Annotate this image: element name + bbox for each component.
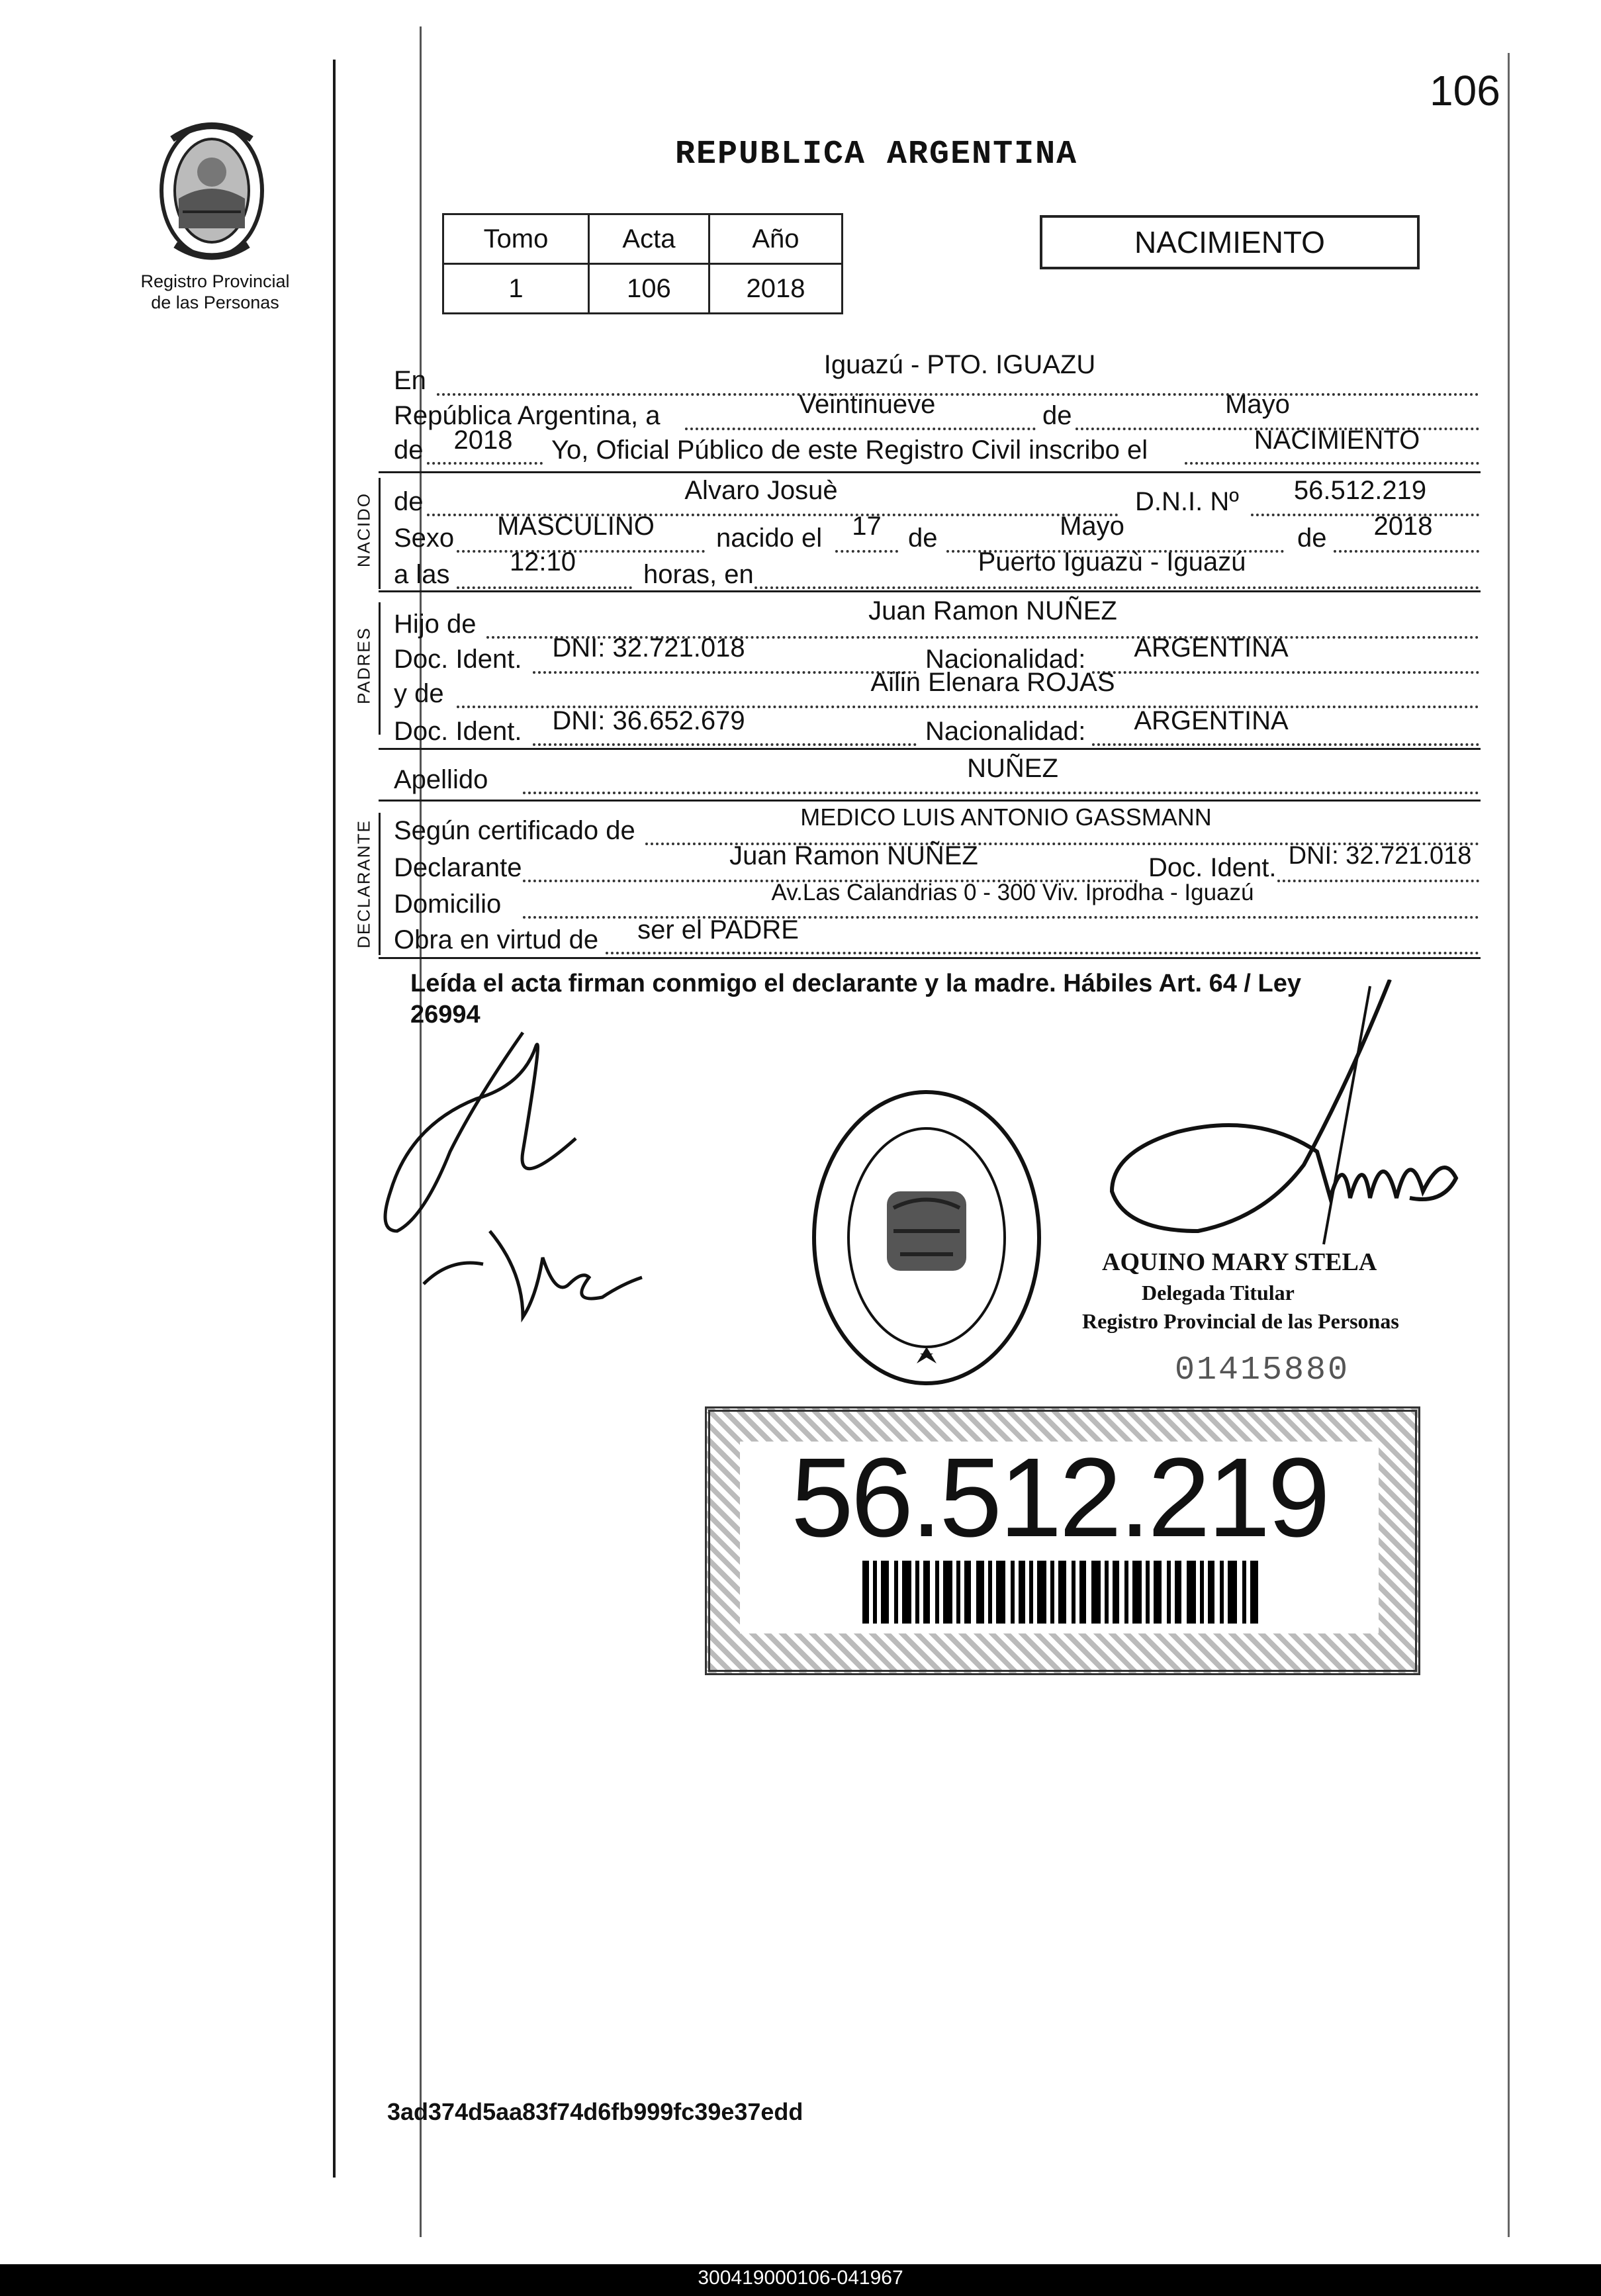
declarant-signature xyxy=(371,1019,675,1350)
apellido-value: NUÑEZ xyxy=(967,754,1058,783)
registry-value-tomo: 1 xyxy=(443,264,589,314)
nacido-dni: 56.512.219 xyxy=(1293,476,1427,505)
nacido-birth-day: 17 xyxy=(852,512,882,541)
nacido-de-label: de xyxy=(394,487,424,516)
padres-mother-nat: ARGENTINA xyxy=(1134,706,1289,735)
horas-label: horas, en xyxy=(643,560,754,589)
intro-inscribe-text: Yo, Oficial Público de este Registro Civil inscribo el xyxy=(551,436,1148,465)
declarante-name: Juan Ramon NUÑEZ xyxy=(729,841,978,870)
emblem-caption-line2: de las Personas xyxy=(151,293,279,312)
declarante-domicilio: Av.Las Calandrias 0 - 300 Viv. Iprodha - Iguazú xyxy=(771,880,1254,905)
right-margin-line xyxy=(1508,53,1510,2237)
nacido-time: 12:10 xyxy=(509,547,576,576)
officer-signature xyxy=(1085,980,1469,1291)
declarante-obra: ser el PADRE xyxy=(637,915,799,944)
officer-name: AQUINO MARY STELA xyxy=(1102,1248,1377,1276)
intro-act-word: NACIMIENTO xyxy=(1254,426,1420,455)
registry-value-ano: 2018 xyxy=(709,264,842,314)
page-number: 106 xyxy=(1430,67,1500,115)
closing-line-1: Leída el acta firman conmigo el declarante y la madre. Hábiles Art. 64 / Ley xyxy=(410,970,1301,997)
registry-table xyxy=(442,213,843,314)
barcode-number: 56.512.219 xyxy=(791,1435,1328,1561)
intro-month: Mayo xyxy=(1225,390,1290,419)
mother-nac-label: Nacionalidad: xyxy=(925,717,1086,746)
declarante-label: Declarante xyxy=(394,853,522,882)
father-nac-label: Nacionalidad: xyxy=(925,645,1086,674)
registry-table-header-row xyxy=(443,214,843,264)
en-label: En xyxy=(394,366,426,395)
intro-de2-label: de xyxy=(394,436,424,465)
padres-mother-doc: DNI: 36.652.679 xyxy=(552,706,745,735)
y-de-label: y de xyxy=(394,679,444,708)
declarante-certificado: MEDICO LUIS ANTONIO GASSMANN xyxy=(800,804,1212,831)
padres-mother-name: Ailin Elenara ROJAS xyxy=(870,668,1115,697)
apellido-label: Apellido xyxy=(394,765,488,794)
intro-year: 2018 xyxy=(453,426,513,455)
intro-place: Iguazú - PTO. IGUAZU xyxy=(823,350,1096,379)
footer-bar xyxy=(0,2264,1601,2296)
intro-de-label: de xyxy=(1042,401,1072,430)
obra-label: Obra en virtud de xyxy=(394,925,599,954)
left-margin-line xyxy=(333,60,336,2178)
officer-serial: 01415880 xyxy=(1175,1352,1350,1389)
officer-office: Registro Provincial de las Personas xyxy=(1082,1309,1399,1333)
segun-label: Según certificado de xyxy=(394,816,635,845)
emblem-caption-line1: Registro Provincial xyxy=(140,271,290,291)
section-label-declarante: DECLARANTE xyxy=(353,819,374,948)
official-seal xyxy=(807,1085,1046,1390)
mother-doc-label: Doc. Ident. xyxy=(394,717,522,746)
nacido-dni-label: D.N.I. Nº xyxy=(1135,487,1239,516)
document-title: REPUBLICA ARGENTINA xyxy=(675,136,1078,173)
section-label-nacido: NACIDO xyxy=(353,492,374,568)
country-label: República Argentina, a xyxy=(394,401,661,430)
section-label-padres: PADRES xyxy=(353,627,374,704)
declarante-doc: DNI: 32.721.018 xyxy=(1288,842,1472,870)
padres-father-name: Juan Ramon NUÑEZ xyxy=(868,596,1117,625)
registry-header-tomo: Tomo xyxy=(443,214,589,264)
nacido-birth-place: Puerto Iguazù - Iguazú xyxy=(978,547,1246,576)
act-type-box: NACIMIENTO xyxy=(1040,215,1420,269)
nacido-birth-year: 2018 xyxy=(1373,512,1433,541)
document-hash: 3ad374d5aa83f74d6fb999fc39e37edd xyxy=(387,2098,803,2125)
registry-value-acta: 106 xyxy=(588,264,709,314)
nacido-name: Alvaro Josuè xyxy=(684,476,838,505)
registry-header-acta: Acta xyxy=(588,214,709,264)
declarante-doc-label: Doc. Ident. xyxy=(1148,853,1277,882)
registry-header-ano: Año xyxy=(709,214,842,264)
nacido-de-label3: de xyxy=(1297,524,1327,553)
province-emblem xyxy=(152,113,271,265)
nacido-sexo: MASCULINO xyxy=(497,512,655,541)
nacido-el-label: nacido el xyxy=(716,524,823,553)
domicilio-label: Domicilio xyxy=(394,890,502,919)
registry-table-value-row xyxy=(443,264,843,314)
intro-day: Veintinueve xyxy=(798,390,936,419)
padres-father-doc: DNI: 32.721.018 xyxy=(552,633,745,663)
footer-code: 300419000106-041967 xyxy=(698,2267,903,2289)
padres-father-nat: ARGENTINA xyxy=(1134,633,1289,663)
closing-line-2: 26994 xyxy=(410,1001,480,1029)
officer-title: Delegada Titular xyxy=(1142,1281,1295,1305)
nacido-birth-month: Mayo xyxy=(1060,512,1124,541)
father-doc-label: Doc. Ident. xyxy=(394,645,522,674)
sexo-label: Sexo xyxy=(394,524,455,553)
hijo-de-label: Hijo de xyxy=(394,610,477,639)
barcode-bars xyxy=(862,1561,1259,1624)
a-las-label: a las xyxy=(394,560,450,589)
nacido-de-label2: de xyxy=(908,524,938,553)
barcode-label xyxy=(705,1406,1420,1675)
